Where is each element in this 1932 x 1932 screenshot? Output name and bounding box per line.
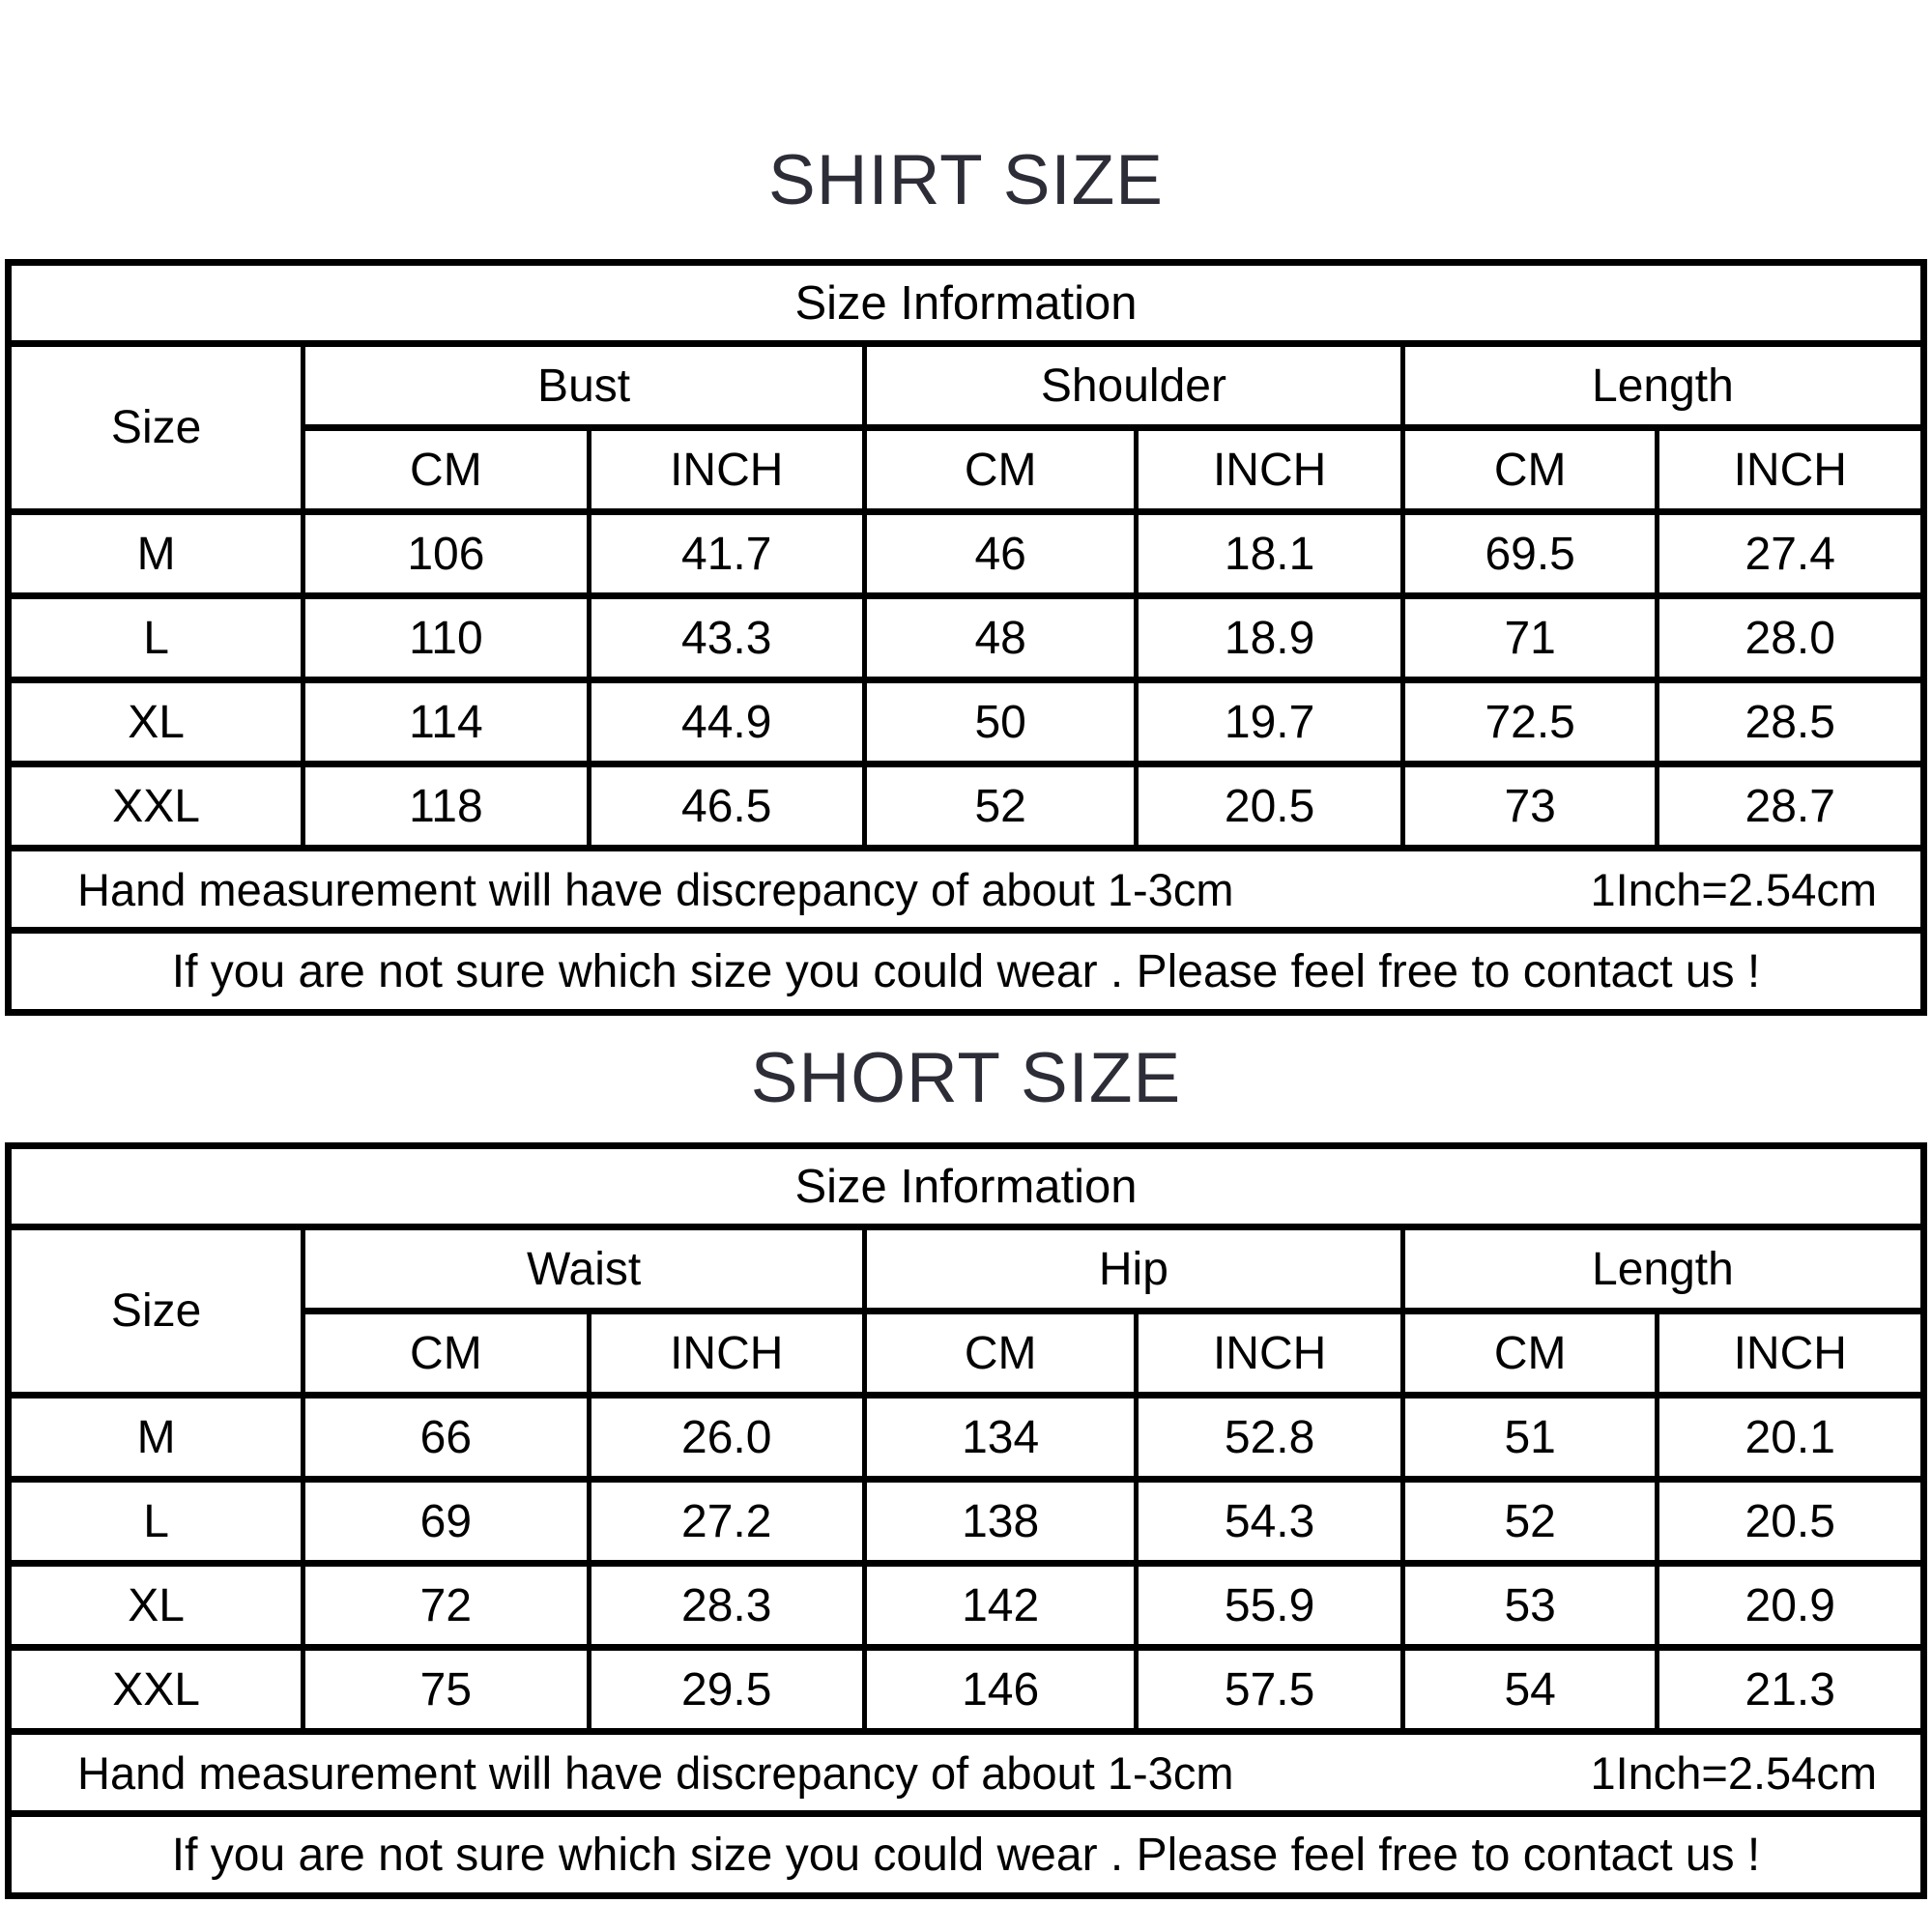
size-cell: XXL (9, 1648, 303, 1732)
shorts-group-header-waist: Waist (303, 1227, 865, 1312)
value-cell: 138 (864, 1480, 1136, 1564)
unit-label: INCH (589, 1312, 864, 1396)
value-cell: 54.3 (1137, 1480, 1402, 1564)
measurement-note (12, 1746, 1920, 1800)
value-cell: 29.5 (589, 1648, 864, 1732)
size-cell: M (9, 1396, 303, 1480)
short-size-section (0, 1016, 1932, 1899)
unit-label: INCH (589, 428, 864, 512)
unit-label: CM (1402, 1312, 1658, 1396)
value-cell: 18.1 (1137, 512, 1402, 596)
value-cell: 53 (1402, 1564, 1658, 1648)
value-cell: 55.9 (1137, 1564, 1402, 1648)
shorts-info-header: Size Information (9, 1146, 1924, 1227)
short-size-table (5, 1142, 1927, 1899)
value-cell: 52 (1402, 1480, 1658, 1564)
value-cell: 69 (303, 1480, 589, 1564)
value-cell: 69.5 (1402, 512, 1658, 596)
value-cell: 146 (864, 1648, 1136, 1732)
value-cell: 28.5 (1658, 680, 1924, 764)
value-cell: 28.7 (1658, 764, 1924, 849)
value-cell: 110 (303, 596, 589, 680)
unit-label: CM (303, 428, 589, 512)
shorts-group-header-length: Length (1402, 1227, 1923, 1312)
value-cell: 18.9 (1137, 596, 1402, 680)
value-cell: 20.5 (1137, 764, 1402, 849)
size-cell: M (9, 512, 303, 596)
size-cell: XL (9, 680, 303, 764)
shirt-row-xxl (9, 764, 1924, 849)
size-cell: XXL (9, 764, 303, 849)
note-right: 1Inch=2.54cm (1590, 863, 1877, 915)
value-cell: 66 (303, 1396, 589, 1480)
value-cell: 20.5 (1658, 1480, 1924, 1564)
value-cell: 19.7 (1137, 680, 1402, 764)
value-cell: 51 (1402, 1396, 1658, 1480)
shorts-row-xxl (9, 1648, 1924, 1732)
value-cell: 134 (864, 1396, 1136, 1480)
shorts-size-column-header: Size (9, 1227, 303, 1396)
note-right: 1Inch=2.54cm (1590, 1746, 1877, 1799)
shirt-info-header: Size Information (9, 263, 1924, 344)
shorts-row-xl (9, 1564, 1924, 1648)
short-size-title: SHORT SIZE (750, 1039, 1182, 1117)
unit-label: INCH (1137, 1312, 1402, 1396)
value-cell: 57.5 (1137, 1648, 1402, 1732)
note-left: Hand measurement will have discrepancy of about 1-3cm (77, 863, 1234, 915)
measurement-note (12, 863, 1920, 916)
value-cell: 46 (864, 512, 1136, 596)
value-cell: 46.5 (589, 764, 864, 849)
value-cell: 52.8 (1137, 1396, 1402, 1480)
shirt-row-xl (9, 680, 1924, 764)
value-cell: 27.4 (1658, 512, 1924, 596)
shirt-size-title: SHIRT SIZE (768, 141, 1164, 219)
note-left: Hand measurement will have discrepancy of about 1-3cm (77, 1746, 1234, 1799)
value-cell: 20.9 (1658, 1564, 1924, 1648)
unit-label: INCH (1137, 428, 1402, 512)
value-cell: 26.0 (589, 1396, 864, 1480)
value-cell: 21.3 (1658, 1648, 1924, 1732)
value-cell: 41.7 (589, 512, 864, 596)
size-cell: L (9, 1480, 303, 1564)
contact-note: If you are not sure which size you could wear . Please feel free to contact us ! (9, 931, 1924, 1013)
value-cell: 50 (864, 680, 1136, 764)
contact-note: If you are not sure which size you could wear . Please feel free to contact us ! (9, 1814, 1924, 1896)
value-cell: 52 (864, 764, 1136, 849)
unit-label: CM (864, 1312, 1136, 1396)
value-cell: 75 (303, 1648, 589, 1732)
value-cell: 71 (1402, 596, 1658, 680)
shirt-group-header-shoulder: Shoulder (864, 344, 1402, 428)
shorts-group-header-hip: Hip (864, 1227, 1402, 1312)
value-cell: 72.5 (1402, 680, 1658, 764)
shirt-size-table (5, 259, 1927, 1016)
value-cell: 114 (303, 680, 589, 764)
shorts-row-m (9, 1396, 1924, 1480)
value-cell: 106 (303, 512, 589, 596)
value-cell: 73 (1402, 764, 1658, 849)
unit-label: CM (1402, 428, 1658, 512)
shorts-row-l (9, 1480, 1924, 1564)
shirt-row-m (9, 512, 1924, 596)
value-cell: 28.0 (1658, 596, 1924, 680)
size-cell: XL (9, 1564, 303, 1648)
value-cell: 44.9 (589, 680, 864, 764)
value-cell: 54 (1402, 1648, 1658, 1732)
value-cell: 27.2 (589, 1480, 864, 1564)
shirt-size-column-header: Size (9, 344, 303, 512)
value-cell: 142 (864, 1564, 1136, 1648)
shirt-row-l (9, 596, 1924, 680)
shirt-group-header-length: Length (1402, 344, 1923, 428)
unit-label: INCH (1658, 1312, 1924, 1396)
value-cell: 48 (864, 596, 1136, 680)
value-cell: 118 (303, 764, 589, 849)
size-cell: L (9, 596, 303, 680)
unit-label: CM (864, 428, 1136, 512)
unit-label: INCH (1658, 428, 1924, 512)
value-cell: 28.3 (589, 1564, 864, 1648)
shirt-group-header-bust: Bust (303, 344, 865, 428)
value-cell: 72 (303, 1564, 589, 1648)
value-cell: 20.1 (1658, 1396, 1924, 1480)
unit-label: CM (303, 1312, 589, 1396)
value-cell: 43.3 (589, 596, 864, 680)
